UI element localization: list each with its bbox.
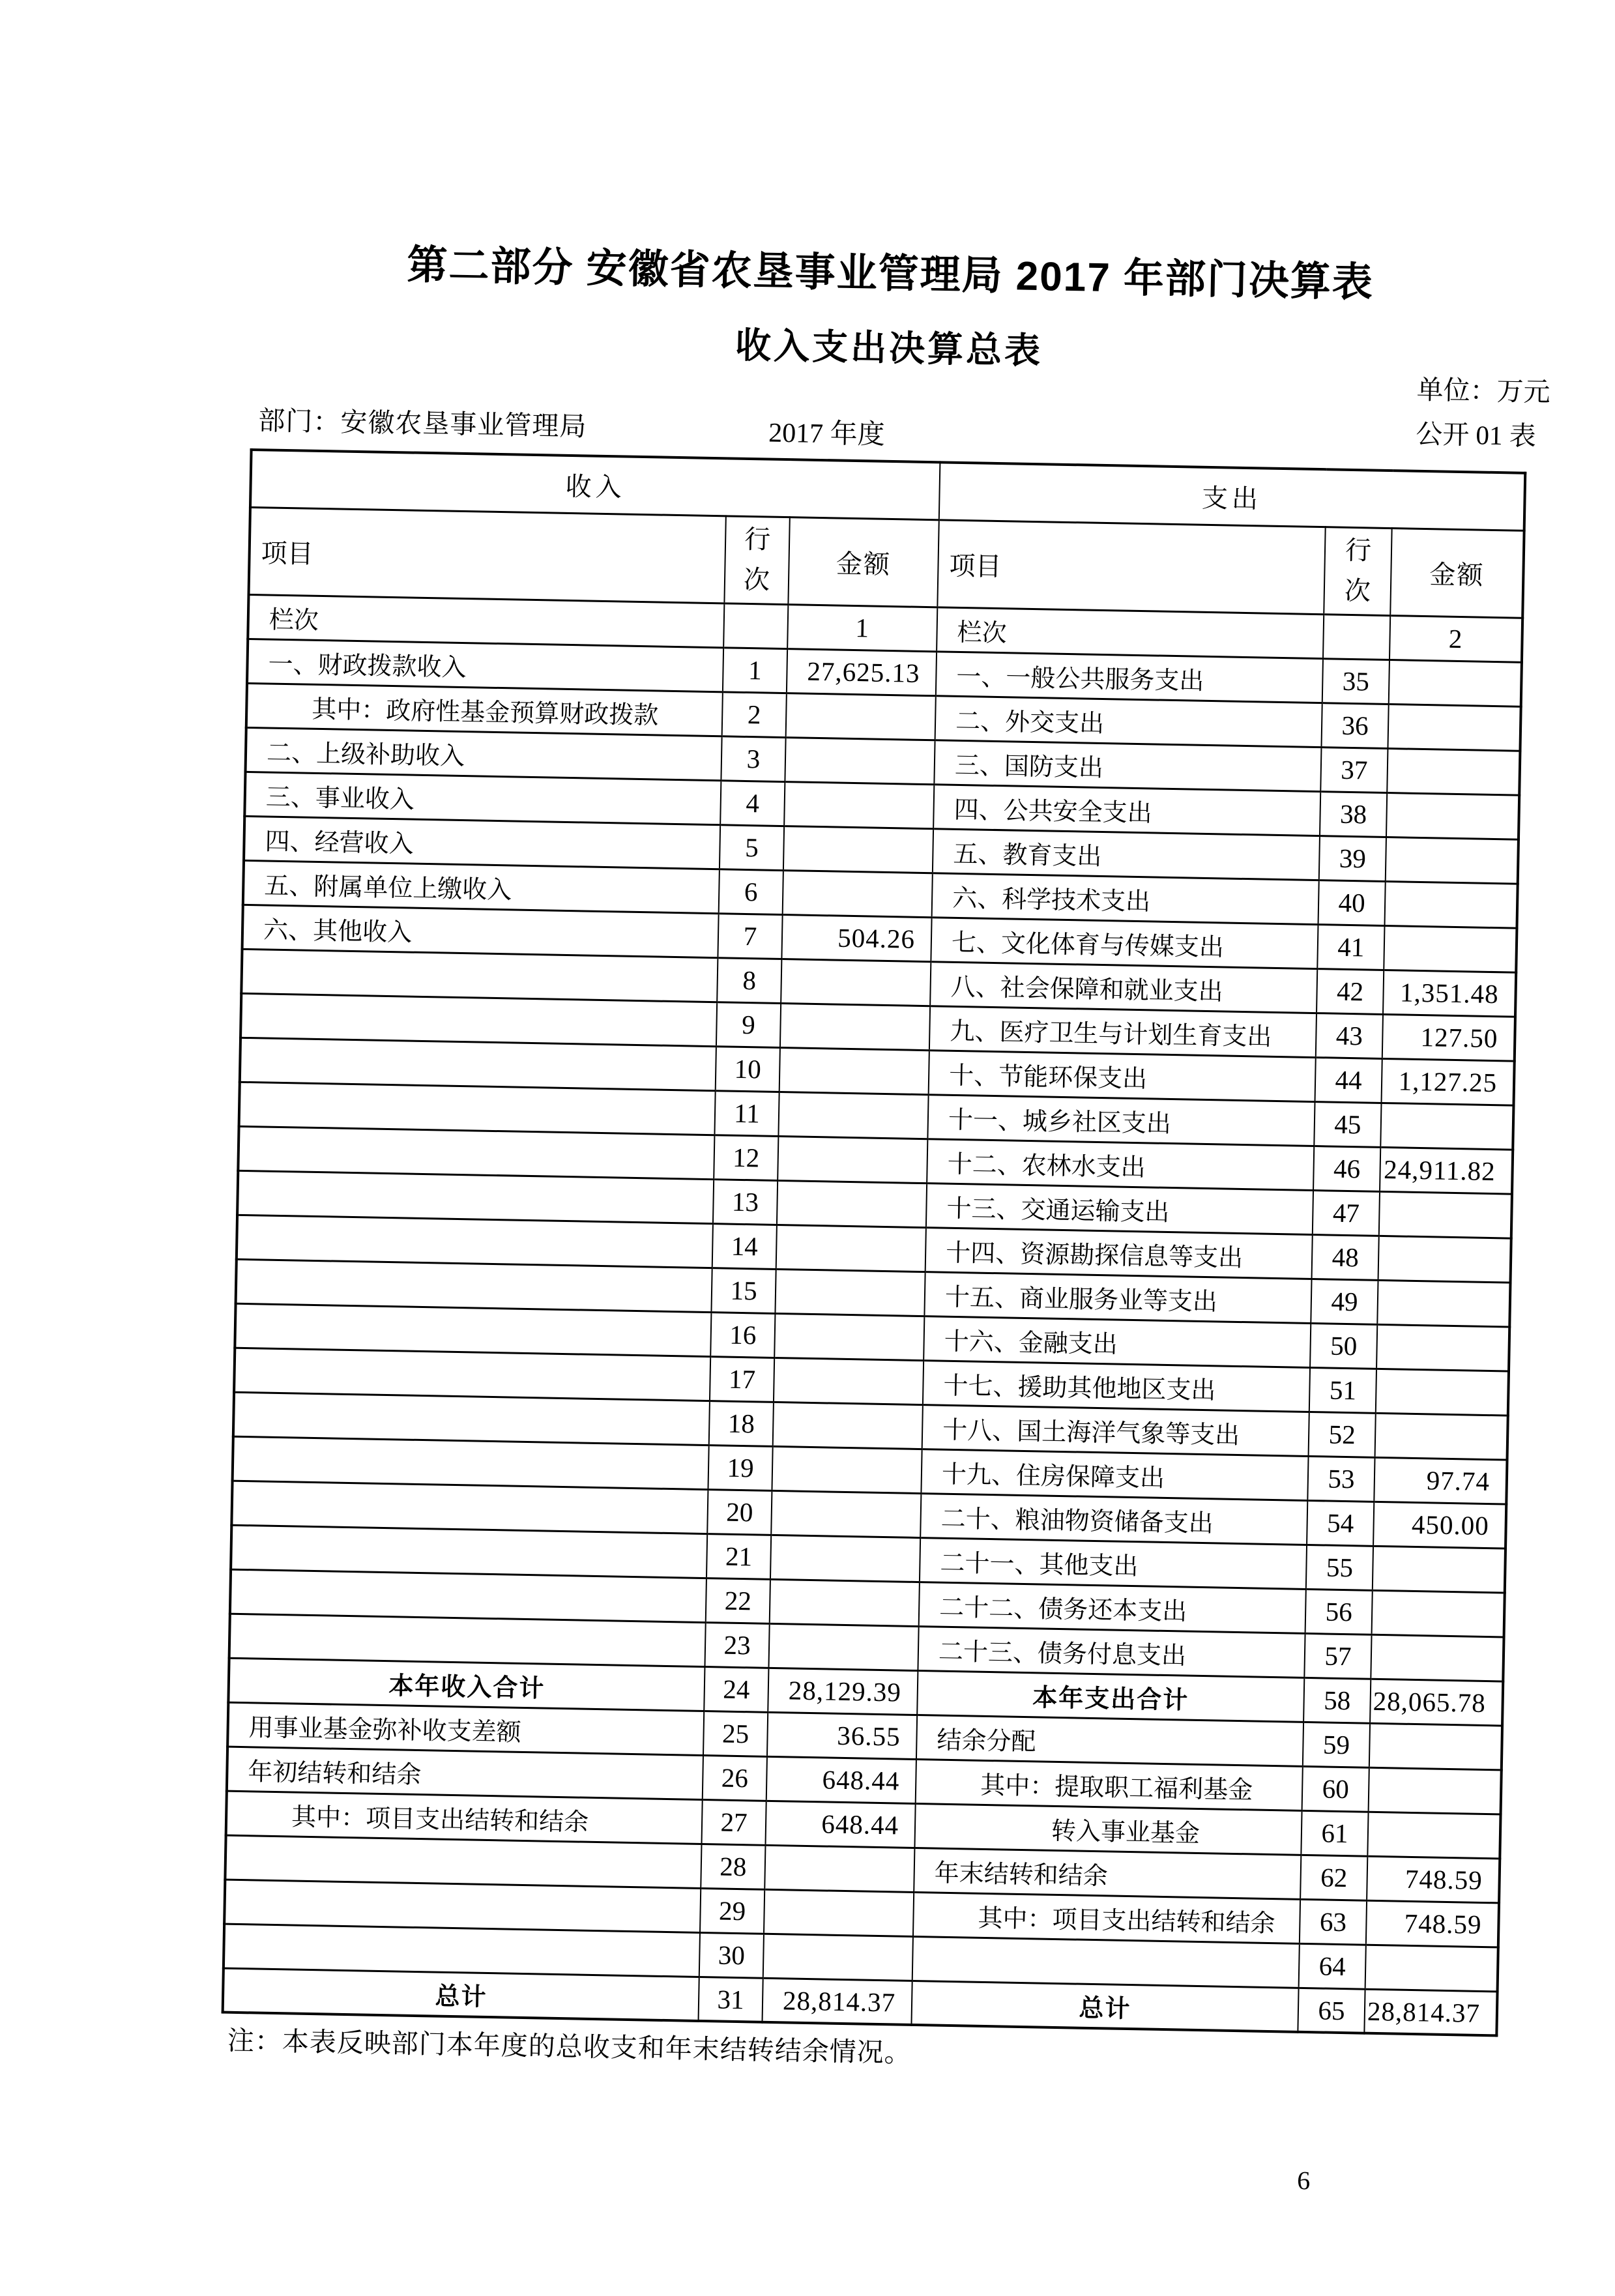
income-amount-cell: [777, 1180, 927, 1227]
expense-rowno-cell: 62: [1300, 1855, 1367, 1900]
income-amount-cell: 27,625.13: [787, 648, 937, 695]
footnote: 注：本表反映部门本年度的总收支和年末结转结余情况。: [227, 2025, 912, 2068]
expense-amount-cell: [1379, 1191, 1512, 1238]
expense-rowno-cell: 55: [1306, 1545, 1373, 1590]
income-amount-cell: 648.44: [766, 1756, 916, 1803]
expense-rowno-cell: 51: [1309, 1367, 1376, 1413]
expense-item-cell: 八、社会保障和就业支出: [930, 961, 1317, 1013]
expense-rowno-cell: 64: [1299, 1943, 1366, 1989]
income-item-cell: 总计: [223, 1968, 699, 2021]
expense-amount-cell: [1367, 1812, 1500, 1859]
income-item-cell: 六、其他收入: [242, 905, 719, 957]
expense-item-cell: 十一、城乡社区支出: [927, 1094, 1315, 1146]
expense-section-header: 支出: [939, 462, 1525, 530]
expense-amount-cell: 748.59: [1366, 1900, 1499, 1947]
income-rowno-cell: 31: [699, 1977, 763, 2022]
income-rowno-cell: 24: [704, 1666, 768, 1712]
expense-item-cell: 二十、粮油物资储备支出: [920, 1493, 1307, 1545]
income-item-cell: 其中：项目支出结转和结余: [226, 1791, 703, 1844]
income-rowno-cell: 16: [710, 1312, 775, 1358]
expense-item-cell: 九、医疗卫生与计划生育支出: [929, 1006, 1317, 1057]
income-rowno-cell: 17: [710, 1356, 774, 1402]
expense-rowno-cell: 37: [1320, 747, 1388, 792]
expense-item-cell: 一、一般公共服务支出: [936, 651, 1323, 703]
income-amount-cell: 1: [787, 604, 937, 651]
income-amount-cell: [774, 1313, 924, 1360]
expense-rowno-header: [1324, 527, 1391, 615]
expense-rowno-cell: 35: [1322, 658, 1389, 704]
expense-item-cell: 二十一、其他支出: [920, 1537, 1307, 1589]
income-rowno-cell: 6: [719, 869, 783, 914]
expense-amount-cell: [1386, 792, 1519, 839]
expense-amount-cell: 450.00: [1373, 1502, 1506, 1548]
income-item-cell: 四、经营收入: [244, 816, 720, 869]
expense-item-cell: 十、节能环保支出: [929, 1050, 1316, 1101]
expense-rowno-cell: 50: [1310, 1323, 1377, 1369]
income-amount-cell: [764, 1845, 914, 1892]
expense-rowno-cell: 36: [1322, 703, 1389, 748]
expense-rowno-cell: 42: [1317, 968, 1384, 1014]
expense-rowno-cell: 45: [1314, 1101, 1381, 1147]
income-item-cell: 年初结转和结余: [227, 1747, 703, 1799]
expense-rowno-cell: 54: [1307, 1500, 1374, 1546]
income-amount-cell: [780, 1003, 930, 1050]
expense-item-cell: 年末结转和结余: [914, 1848, 1301, 1899]
expense-rowno-cell: 41: [1317, 924, 1384, 970]
expense-amount-cell: [1378, 1236, 1511, 1283]
expense-rowno-cell: 56: [1305, 1589, 1373, 1635]
income-amount-cell: [775, 1269, 925, 1316]
expense-item-cell: 十七、援助其他地区支出: [923, 1360, 1310, 1412]
income-amount-cell: [773, 1402, 923, 1449]
expense-item-header: 项目: [937, 519, 1325, 614]
expense-amount-cell: [1387, 748, 1520, 795]
expense-amount-cell: [1365, 1945, 1498, 1992]
expense-rowno-cell: 47: [1313, 1190, 1380, 1236]
income-amount-cell: [768, 1623, 918, 1670]
scanned-sheet: [217, 222, 1550, 2278]
expense-item-cell: 栏次: [937, 607, 1324, 658]
expense-rowno-cell: 44: [1315, 1057, 1382, 1103]
income-rowno-cell: 13: [713, 1179, 778, 1225]
expense-item-cell: 其中：项目支出结转和结余: [913, 1892, 1300, 1943]
unit-info-block: [1416, 368, 1550, 459]
expense-item-cell: 十二、农林水支出: [927, 1139, 1314, 1190]
income-amount-cell: [783, 826, 933, 873]
expense-amount-cell: 127.50: [1382, 1014, 1515, 1061]
expense-item-cell: 转入事业基金: [914, 1803, 1302, 1855]
income-item-cell: 一、财政拨款收入: [247, 639, 723, 691]
income-rowno-cell: 3: [721, 736, 785, 781]
income-amount-cell: [771, 1490, 921, 1537]
income-amount-cell: [763, 1934, 913, 1981]
income-amount-cell: 28,814.37: [763, 1978, 912, 2025]
expense-amount-cell: [1376, 1369, 1509, 1416]
income-amount-cell: [770, 1535, 920, 1582]
expense-rowno-cell: 63: [1300, 1899, 1367, 1945]
income-rowno-cell: 14: [712, 1223, 777, 1269]
expense-amount-cell: [1376, 1324, 1509, 1371]
expense-rowno-cell: 43: [1316, 1013, 1383, 1058]
income-item-cell: 五、附属单位上缴收入: [243, 860, 720, 913]
expense-amount-cell: 748.59: [1367, 1856, 1500, 1903]
income-amount-cell: 648.44: [765, 1801, 915, 1848]
expense-amount-cell: 28,065.78: [1370, 1679, 1503, 1726]
expense-rowno-cell: 53: [1307, 1456, 1375, 1502]
expense-rowno-cell: [1323, 614, 1390, 660]
income-amount-header: 金额: [788, 517, 938, 607]
expense-rowno-cell: 40: [1318, 880, 1386, 925]
expense-amount-cell: 24,911.82: [1380, 1147, 1513, 1194]
expense-amount-cell: [1377, 1280, 1510, 1327]
expense-item-cell: 其中：提取职工福利基金: [916, 1759, 1303, 1810]
income-rowno-cell: [723, 603, 788, 648]
expense-item-cell: 四、公共安全支出: [933, 784, 1320, 836]
income-item-cell: 用事业基金弥补收支差额: [227, 1702, 704, 1755]
income-rowno-cell: 11: [714, 1090, 779, 1136]
expense-amount-cell: 2: [1389, 615, 1522, 662]
income-rowno-cell: 8: [717, 957, 781, 1003]
expense-rowno-cell: 58: [1303, 1678, 1371, 1723]
expense-rowno-cell: 60: [1302, 1766, 1369, 1812]
expense-item-cell: 十四、资源勘探信息等支出: [925, 1227, 1313, 1279]
income-amount-cell: [778, 1092, 928, 1139]
income-rowno-cell: 9: [716, 1002, 781, 1047]
fiscal-year-label: 2017 年度: [768, 418, 886, 450]
income-rowno-cell: 19: [708, 1445, 772, 1490]
expense-item-cell: 六、科学技术支出: [932, 873, 1319, 924]
expense-item-cell: 十八、国土海洋气象等支出: [922, 1404, 1309, 1456]
income-item-cell: 本年收入合计: [228, 1658, 705, 1711]
income-amount-cell: [776, 1225, 926, 1272]
expense-amount-cell: [1372, 1590, 1505, 1637]
income-rowno-header: [724, 516, 789, 604]
expense-amount-cell: [1388, 704, 1521, 751]
income-amount-cell: [786, 693, 936, 740]
income-amount-cell: [783, 870, 933, 917]
income-rowno-cell: 4: [720, 780, 785, 826]
unit-label: 单位：万元: [1416, 374, 1550, 407]
expense-rowno-cell: 52: [1309, 1412, 1376, 1457]
expense-amount-cell: [1384, 925, 1517, 972]
income-amount-cell: [774, 1358, 924, 1404]
page-number: 6: [1296, 2165, 1311, 2196]
expense-amount-cell: [1375, 1413, 1508, 1460]
income-rowno-cell: 5: [720, 824, 784, 870]
rowno-header-text: 行次: [1344, 535, 1372, 606]
expense-rowno-cell: 65: [1298, 1988, 1365, 2033]
expense-item-cell: 十五、商业服务业等支出: [924, 1272, 1311, 1323]
expense-amount-header: 金额: [1390, 528, 1524, 618]
document-title: 第二部分 安徽省农垦事业管理局 2017 年部门决算表: [406, 242, 1375, 306]
income-rowno-cell: 22: [706, 1578, 770, 1623]
income-amount-cell: [779, 1047, 929, 1094]
income-amount-cell: 36.55: [767, 1712, 917, 1759]
income-amount-cell: [784, 781, 934, 828]
income-amount-cell: 504.26: [781, 914, 931, 961]
income-rowno-cell: 26: [703, 1755, 767, 1801]
income-rowno-cell: 1: [723, 647, 787, 693]
income-amount-cell: [778, 1136, 927, 1183]
income-rowno-cell: 27: [702, 1799, 766, 1845]
income-rowno-cell: 2: [722, 691, 787, 737]
expense-item-cell: 五、教育支出: [933, 828, 1320, 880]
income-item-cell: 三、事业收入: [244, 772, 721, 824]
income-rowno-cell: 12: [714, 1135, 778, 1180]
income-rowno-cell: 10: [716, 1046, 780, 1092]
expense-amount-cell: [1386, 837, 1519, 884]
income-rowno-cell: 7: [718, 913, 782, 959]
rowno-header-text: 行次: [743, 524, 771, 595]
expense-item-cell: 十三、交通运输支出: [926, 1183, 1313, 1234]
expense-item-cell: 总计: [911, 1981, 1298, 2032]
expense-item-cell: 二、外交支出: [935, 695, 1322, 747]
expense-amount-cell: 1,127.25: [1382, 1058, 1515, 1105]
department-label: 部门：安徽农垦事业管理局: [257, 405, 587, 442]
expense-rowno-cell: 39: [1319, 836, 1386, 881]
expense-rowno-cell: 46: [1313, 1146, 1380, 1191]
income-expense-summary-table: [222, 448, 1527, 2037]
income-item-cell: 栏次: [248, 594, 724, 647]
document-subtitle: 收入支出决算总表: [735, 325, 1043, 371]
income-rowno-cell: 29: [700, 1888, 764, 1934]
expense-item-cell: 十九、住房保障支出: [921, 1449, 1308, 1500]
expense-rowno-cell: 61: [1301, 1810, 1368, 1856]
expense-item-cell: 本年支出合计: [917, 1670, 1304, 1722]
expense-rowno-cell: 59: [1303, 1722, 1370, 1767]
income-rowno-cell: 23: [705, 1622, 769, 1668]
income-amount-cell: [764, 1889, 914, 1936]
expense-amount-cell: [1380, 1103, 1513, 1150]
income-rowno-cell: 15: [711, 1268, 776, 1313]
income-item-cell: 其中：政府性基金预算财政拨款: [246, 683, 723, 736]
income-rowno-cell: 25: [703, 1711, 768, 1756]
expense-amount-cell: [1371, 1635, 1504, 1681]
table-code-label: 公开 01 表: [1415, 418, 1537, 451]
income-amount-cell: [781, 959, 931, 1006]
expense-item-cell: 二十二、债务还本支出: [919, 1582, 1306, 1633]
income-item-cell: 二、上级补助收入: [246, 727, 722, 780]
expense-item-cell: 三、国防支出: [934, 740, 1321, 791]
income-rowno-cell: 28: [701, 1844, 765, 1889]
expense-amount-cell: [1373, 1546, 1506, 1593]
expense-item-cell: 结余分配: [916, 1715, 1303, 1766]
expense-item-cell: 二十三、债务付息支出: [918, 1626, 1305, 1678]
income-rowno-cell: 20: [707, 1489, 772, 1535]
expense-item-cell: [912, 1936, 1300, 1988]
expense-amount-cell: [1369, 1723, 1502, 1770]
expense-amount-cell: 1,351.48: [1383, 970, 1516, 1017]
income-rowno-cell: 30: [699, 1932, 764, 1978]
expense-amount-cell: [1369, 1767, 1502, 1814]
income-amount-cell: [772, 1446, 922, 1493]
expense-item-cell: 十六、金融支出: [924, 1316, 1311, 1367]
income-section-header: 收入: [250, 450, 940, 519]
expense-rowno-cell: 49: [1311, 1279, 1378, 1324]
expense-rowno-cell: 38: [1320, 791, 1387, 837]
expense-rowno-cell: 48: [1312, 1234, 1379, 1280]
income-item-header: 项目: [249, 507, 726, 603]
expense-item-cell: 七、文化体育与传媒支出: [931, 917, 1318, 968]
income-amount-cell: 28,129.39: [768, 1668, 918, 1715]
expense-amount-cell: [1385, 881, 1518, 928]
expense-amount-cell: 97.74: [1374, 1457, 1507, 1504]
income-rowno-cell: 21: [706, 1533, 771, 1579]
expense-amount-cell: 28,814.37: [1364, 1989, 1497, 2036]
expense-amount-cell: [1389, 660, 1522, 706]
income-amount-cell: [770, 1579, 920, 1626]
income-rowno-cell: 18: [709, 1401, 774, 1446]
income-amount-cell: [785, 737, 935, 784]
expense-rowno-cell: 57: [1304, 1633, 1371, 1679]
